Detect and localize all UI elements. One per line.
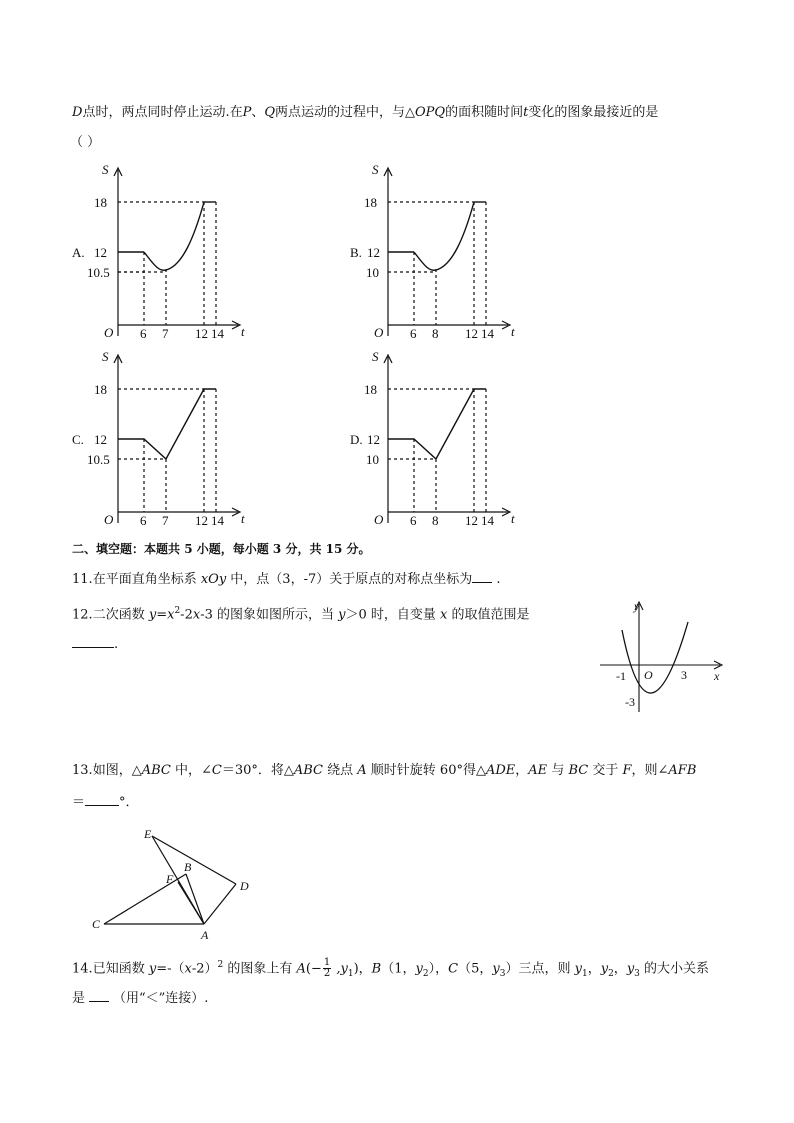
graph-a-x7: 7	[162, 326, 169, 341]
q14-text-d: =-（	[156, 961, 185, 977]
q14-frac-num: 1	[323, 957, 331, 969]
graph-a-x6: 6	[140, 326, 147, 341]
graph-d-y18: 18	[364, 382, 377, 397]
q14-text-u: （5，	[458, 961, 493, 977]
q12-exp: 2	[174, 606, 181, 616]
q12-answer-blank[interactable]	[72, 647, 114, 648]
q14-var-y1: ,y	[332, 961, 348, 977]
graph-c-s-label: S	[102, 349, 109, 364]
q14-cmp-sub3: 3	[634, 968, 640, 979]
q10-var-opq: OPQ	[415, 105, 446, 120]
q13-var-bc: BC	[568, 763, 589, 778]
q14-minus: −	[310, 961, 322, 977]
q10-var-p: P	[242, 105, 252, 120]
q13-label-a: A	[201, 928, 209, 942]
graph-a-y-low: 10.5	[87, 265, 110, 280]
q13-label-f: F	[166, 872, 174, 886]
graph-b-x8: 8	[432, 326, 439, 341]
graph-b-origin: O	[374, 325, 384, 340]
section-2-text-g: 分。	[342, 542, 371, 556]
q10-var-t: t	[523, 105, 529, 120]
q14-number: 14.	[72, 961, 93, 977]
q14-text-x: ）三点，则	[505, 961, 575, 977]
q13	[72, 762, 696, 780]
q13-var-ade: ADE	[485, 763, 516, 778]
graph-b-y18: 18	[364, 195, 377, 210]
q12-var-x2: x	[192, 607, 201, 623]
q14-line2	[72, 990, 208, 1008]
graph-a-origin: O	[104, 325, 114, 340]
q14-sep2: ，	[613, 961, 627, 977]
q10-text-1: 点时，两点同时停止运动.在	[82, 105, 243, 120]
graph-d-option: D.	[350, 432, 363, 447]
q14-cmp-sub2: 2	[608, 968, 614, 979]
graph-d-x6: 6	[410, 513, 417, 528]
graph-b-t-label: t	[511, 324, 515, 339]
q14-var-a: A	[296, 961, 306, 977]
graph-c	[60, 345, 260, 535]
q13-label-b: B	[184, 860, 192, 874]
graph-c-option: C.	[72, 432, 84, 447]
graph-d-origin: O	[374, 512, 384, 527]
q14-cmp-y1: y	[574, 961, 582, 977]
q12-eq: =	[156, 607, 168, 623]
q13-var-c: C	[211, 763, 222, 778]
section-2-text-a: 二、填空题：本题共	[72, 542, 185, 556]
q14-cmp-sub1: 1	[581, 968, 588, 979]
q14-answer-blank[interactable]	[89, 1001, 109, 1002]
q13-text-j: 顺时针旋转 60°得△	[366, 763, 486, 778]
q14-sub2: 2	[422, 968, 429, 979]
q14-text-f: -2）	[191, 961, 218, 977]
q13-var-afb: AFB	[668, 763, 697, 778]
graph-a-t-label: t	[241, 324, 245, 339]
graph-d-t-label: t	[511, 511, 515, 526]
q14-var-y3: y	[492, 961, 500, 977]
q13-text-p: 交于	[588, 763, 623, 778]
graph-d	[330, 345, 530, 535]
q14-var-x: x	[184, 961, 192, 977]
section-2-points: 3	[272, 542, 282, 556]
q10-text-4: 的面积随时间	[445, 105, 524, 120]
q13-var-abc: ABC	[141, 763, 171, 778]
q12-text-b: 二次函数	[92, 607, 149, 623]
q13-label-c: C	[92, 917, 101, 931]
graph-d-x12: 12	[465, 513, 478, 528]
section-2-count: 5	[184, 542, 193, 556]
q14-var-b: B	[371, 961, 382, 977]
q10-text-2: 、	[251, 105, 265, 120]
q14-var-y: y	[148, 961, 157, 977]
graph-c-x6: 6	[140, 513, 147, 528]
graph-d-s-label: S	[372, 349, 379, 364]
q14-fraction	[323, 958, 331, 979]
graph-a-y18: 18	[94, 195, 107, 210]
q14-exp: 2	[217, 960, 224, 970]
q14-text-p: （1，	[381, 961, 416, 977]
q13-degree: °．	[119, 795, 139, 810]
graph-a-option: A.	[72, 245, 85, 260]
q13-number: 13.	[72, 763, 93, 778]
q14	[72, 956, 709, 983]
q14-frac-den: 2	[323, 968, 331, 980]
graph-c-x12: 12	[195, 513, 208, 528]
graph-a	[60, 158, 260, 348]
graph-d-y12: 12	[367, 432, 380, 447]
q12-var-y: y	[148, 607, 157, 623]
graph-b-x6: 6	[410, 326, 417, 341]
graph-a-y12: 12	[94, 245, 107, 260]
q11-text-e: .	[492, 572, 501, 587]
q12-y-label: y	[634, 599, 640, 613]
q13-eq: ＝	[72, 795, 86, 810]
graph-c-x7: 7	[162, 513, 169, 528]
q11	[72, 571, 501, 589]
q14-text-n: )，	[353, 961, 372, 977]
graph-b-y-low: 10	[366, 265, 379, 280]
section-2-total: 15	[325, 542, 343, 556]
q12-text-n: .	[114, 637, 119, 652]
q13-text-h: 绕点	[323, 763, 358, 778]
q12-origin: O	[644, 668, 653, 682]
q12-text-g: -2	[180, 607, 193, 623]
q13-label-d: D	[240, 879, 249, 893]
graph-a-s-label: S	[102, 162, 109, 177]
q11-number: 11.	[72, 572, 93, 587]
q14-cmp-y3: y	[626, 961, 635, 977]
graph-d-x8: 8	[432, 513, 439, 528]
q14-sub1: 1	[347, 968, 354, 979]
q13-var-a: A	[357, 763, 367, 778]
q13-text-f: ＝30°．将△	[221, 763, 294, 778]
q12-x-label: x	[714, 669, 720, 683]
q13-var-f: F	[622, 763, 632, 778]
q10-text-5: 变化的图象最接近的是	[528, 105, 659, 120]
q13-var-abc2: ABC	[293, 763, 323, 778]
q14-sub3: 3	[499, 968, 506, 979]
q10-var-q: Q	[264, 105, 276, 120]
q14-text-z: 的大小关系	[639, 961, 710, 977]
q14-sep1: ，	[587, 961, 601, 977]
q13-line2	[72, 794, 139, 812]
q14-text-s: ），	[428, 961, 449, 977]
q12-var-x: x	[167, 607, 175, 623]
q11-text-b: 在平面直角坐标系	[92, 572, 201, 587]
q10-line1	[72, 104, 658, 122]
q14-text-b: 已知函数	[92, 961, 149, 977]
graph-a-x12: 12	[195, 326, 208, 341]
graph-c-x14: 14	[211, 513, 224, 528]
graph-b	[330, 158, 530, 348]
graph-c-y-low: 10.5	[87, 452, 110, 467]
q12-text-k: ＞0 时，自变量	[345, 607, 441, 623]
q13-text-b: 如图，△	[92, 763, 142, 778]
q13-var-ae: AE	[528, 763, 548, 778]
q12-line2	[72, 636, 118, 654]
graph-b-option: B.	[350, 245, 362, 260]
q12-var-x3: x	[440, 607, 448, 623]
q14-text-line2b: （用“＜”连接）.	[113, 991, 209, 1006]
q13-answer-blank[interactable]	[85, 805, 119, 806]
graph-b-x14: 14	[481, 326, 494, 341]
q12-number: 12.	[72, 607, 93, 623]
q14-text-line2a: 是	[72, 991, 86, 1006]
q10-var-d: D	[72, 105, 83, 120]
q12-parabola-graph	[598, 600, 728, 715]
graph-c-y18: 18	[94, 382, 107, 397]
q13-text-r: ，则∠	[631, 763, 669, 778]
q12-three: 3	[681, 668, 687, 682]
graph-c-origin: O	[104, 512, 114, 527]
q13-triangle-figure	[86, 826, 276, 941]
q12-neg1: -1	[616, 669, 626, 683]
section-2-text-e: 分，共	[281, 542, 326, 556]
q12-text-i: -3 的图象如图所示，当	[200, 607, 339, 623]
graph-c-y12: 12	[94, 432, 107, 447]
q11-answer-blank[interactable]	[472, 582, 492, 583]
q14-var-c: C	[448, 961, 459, 977]
section-2-text-c: 小题，每小题	[192, 542, 273, 556]
q14-var-y2: y	[415, 961, 423, 977]
q14-cmp-y2: y	[600, 961, 609, 977]
q10-answer-paren: （ ）	[70, 135, 101, 150]
q11-var-xoy: xOy	[200, 572, 227, 587]
q13-text-l: ，	[515, 763, 529, 778]
q12-var-y2: y	[338, 607, 346, 623]
graph-b-x12: 12	[465, 326, 478, 341]
graph-d-x14: 14	[481, 513, 494, 528]
section-2-header	[72, 540, 371, 558]
q13-label-e: E	[144, 827, 152, 841]
graph-a-x14: 14	[211, 326, 224, 341]
q12-text-m: 的取值范围是	[447, 607, 530, 623]
q12-neg3: -3	[625, 695, 635, 709]
q14-paren-open: (	[305, 961, 311, 977]
graph-b-y12: 12	[367, 245, 380, 260]
q14-text-h: 的图象上有	[223, 961, 297, 977]
graph-b-s-label: S	[372, 162, 379, 177]
q11-text-d: 中，点（3，-7）关于原点的对称点坐标为	[226, 572, 473, 587]
graph-c-t-label: t	[241, 511, 245, 526]
q12	[72, 602, 530, 624]
q13-text-n: 与	[547, 763, 569, 778]
q13-text-d: 中，∠	[170, 763, 212, 778]
q10-text-3: 两点运动的过程中，与△	[275, 105, 416, 120]
graph-d-y-low: 10	[366, 452, 379, 467]
